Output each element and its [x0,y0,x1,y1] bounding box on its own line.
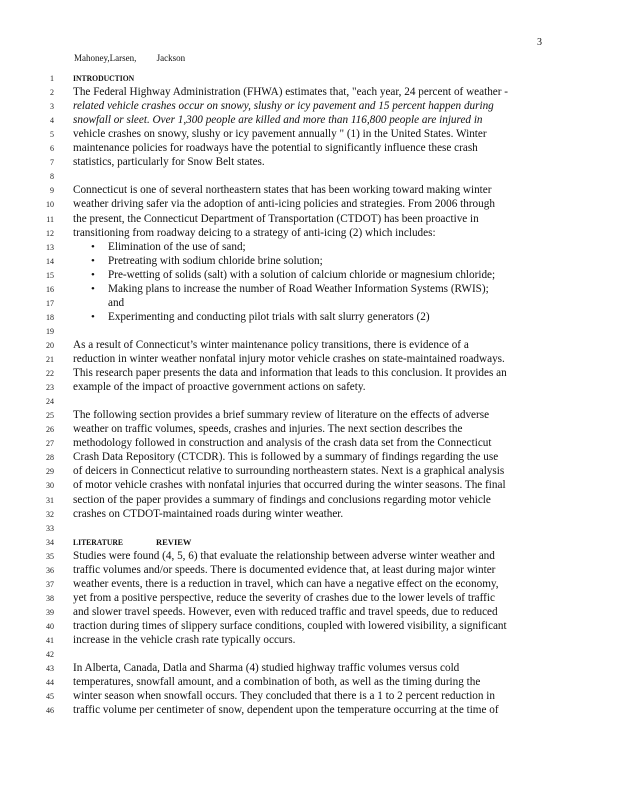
manuscript-line [0,620,618,633]
line-text: and [108,296,125,309]
manuscript-line [0,114,618,127]
line-number: 20 [46,340,54,350]
line-number: 17 [46,298,54,308]
line-text: example of the impact of proactive government actions on safety. [73,381,366,394]
line-text: Experimenting and conducting pilot trials with salt slurry generators (2) [108,310,430,323]
line-number: 14 [46,256,54,266]
manuscript-line [0,184,618,197]
line-number: 18 [46,312,54,322]
line-text: statistics, particularly for Snow Belt states. [73,156,265,169]
line-text: the present, the Connecticut Department of Transportation (CTDOT) has been proactive in [73,212,479,225]
manuscript-line [0,367,618,380]
line-text: In Alberta, Canada, Datla and Sharma (4) studied highway traffic volumes versus cold [73,662,460,675]
line-number: 26 [46,425,54,435]
manuscript-line [0,100,618,113]
line-number: 11 [46,214,54,224]
line-text: The Federal Highway Administration (FHWA) estimates that, "each year, 24 percent of weather - [73,86,508,99]
bullet-icon: • [91,240,95,253]
line-text: This research paper presents the data and information that leads to this conclusion. It provides an [73,367,507,380]
line-number: 29 [46,467,54,477]
manuscript-line [0,465,618,478]
line-text: methodology followed in construction and analysis of the crash data set from the Connecticut [73,437,492,450]
line-number: 10 [46,200,54,210]
line-number: 3 [50,102,54,112]
manuscript-line [0,325,618,338]
manuscript-line [0,494,618,507]
line-number: 22 [46,369,54,379]
line-number: 16 [46,284,54,294]
header-author-last: Jackson [156,53,186,63]
line-number: 24 [46,397,54,407]
line-number: 1 [50,74,54,83]
page-number: 3 [537,37,542,48]
manuscript-line [0,381,618,394]
line-text: transitioning from roadway deicing to a strategy of anti-icing (2) which includes: [73,226,436,239]
manuscript-line [0,297,618,310]
line-number: 33 [46,523,54,533]
manuscript-line [0,536,618,549]
line-text: Making plans to increase the number of Road Weather Information Systems (RWIS); [108,282,489,295]
manuscript-line [0,170,618,183]
running-header [74,53,185,63]
bullet-icon: • [91,268,95,281]
line-text: related vehicle crashes occur on snowy, slushy or icy pavement and 15 percent happen during [73,100,494,113]
manuscript-line [0,339,618,352]
bullet-icon: • [91,282,95,295]
line-number: 31 [46,495,54,505]
line-text: Crash Data Repository (CTCDR). This is followed by a summary of findings regarding the use [73,451,499,464]
line-text: Elimination of the use of sand; [108,240,246,253]
manuscript-line [0,142,618,155]
manuscript-line [0,213,618,226]
line-text: Studies were found (4, 5, 6) that evaluate the relationship between adverse winter weather and [73,549,495,562]
manuscript-line [0,227,618,240]
manuscript-line [0,690,618,703]
line-text: of deicers in Connecticut relative to surrounding northeastern states. Next is a graphical analysis [73,465,505,478]
line-text: The following section provides a brief summary review of literature on the effects of adverse [73,409,490,422]
line-number: 2 [50,88,54,98]
line-number: 23 [46,383,54,393]
line-text: yet from a positive perspective, reduce the severity of crashes due to the lower levels of traffic [73,591,495,604]
manuscript-line [0,72,618,85]
line-number: 42 [46,650,54,660]
line-text: As a result of Connecticut’s winter maintenance policy transitions, there is evidence of a [73,338,469,351]
line-number: 38 [46,593,54,603]
manuscript-line [0,550,618,563]
line-text: increase in the vehicle crash rate typically occurs. [73,634,296,646]
line-text: section of the paper provides a summary of findings and conclusions regarding motor vehicle [73,493,491,506]
line-number: 44 [46,678,54,688]
manuscript-line [0,578,618,591]
manuscript-line [0,648,618,661]
line-number: 32 [46,509,54,519]
line-text: vehicle crashes on snowy, slushy or icy pavement annually " (1) in the United States. Winter [73,128,487,141]
section-heading-word: REVIEW [156,536,192,547]
manuscript-line [0,564,618,577]
manuscript-line [0,283,618,296]
manuscript-line [0,255,618,268]
section-heading: INTRODUCTION [73,73,135,83]
manuscript-line [0,704,618,717]
manuscript-line [0,676,618,689]
line-number: 30 [46,481,54,491]
line-number: 6 [50,144,54,154]
bullet-icon: • [91,254,95,267]
manuscript-line [0,606,618,619]
line-number: 45 [46,692,54,702]
manuscript-line [0,508,618,521]
line-text: crashes on CTDOT-maintained roads during winter weather. [73,507,344,520]
line-text: Pretreating with sodium chloride brine solution; [108,254,323,267]
line-number: 39 [46,607,54,617]
line-number: 5 [50,130,54,140]
line-number: 19 [46,326,54,336]
line-text: traffic volumes and/or speeds. There is documented evidence that, at least during major winter [73,563,496,576]
line-number: 40 [46,621,54,631]
line-number: 28 [46,453,54,463]
manuscript-line [0,634,618,647]
line-text: Pre-wetting of solids (salt) with a solution of calcium chloride or magnesium chloride; [108,268,496,281]
manuscript-line [0,269,618,282]
line-text: winter season when snowfall occurs. They concluded that there is a 1 to 2 percent reduction in [73,690,495,703]
line-text: weather driving safer via the adoption of anti-icing policies and strategies. From 2006 through [73,198,495,211]
line-number: 7 [50,158,54,168]
line-text: temperatures, snowfall amount, and a combination of both, as well as the timing during the [73,676,481,689]
line-text: traction during times of slippery surface conditions, coupled with lowered visibility, a significant [73,619,507,632]
line-number: 9 [50,186,54,196]
line-number: 43 [46,664,54,674]
manuscript-line [0,592,618,605]
line-text: snowfall or sleet. Over 1,300 people are killed and more than 116,800 people are injured in [73,114,483,127]
line-number: 37 [46,579,54,589]
line-text: reduction in winter weather nonfatal injury motor vehicle crashes on state-maintained roadways. [73,353,505,365]
manuscript-line [0,437,618,450]
line-number: 12 [46,228,54,238]
line-text: Connecticut is one of several northeastern states that has been working toward making winter [73,184,492,197]
manuscript-line [0,198,618,211]
line-number: 35 [46,551,54,561]
manuscript-line [0,395,618,408]
line-text: and slower travel speeds. However, even with reduced traffic and travel speeds, due to reduced [73,605,498,618]
header-authors: Mahoney,Larsen, [74,53,137,63]
manuscript-line [0,409,618,422]
manuscript-line [0,156,618,169]
manuscript-line [0,451,618,464]
line-number: 25 [46,411,54,421]
manuscript-line [0,128,618,141]
line-number: 36 [46,565,54,575]
line-number: 21 [46,355,54,364]
manuscript-line [0,423,618,436]
line-text: maintenance policies for roadways have the potential to significantly influence these crash [73,142,478,155]
manuscript-line [0,662,618,675]
line-number: 34 [46,537,54,547]
line-number: 46 [46,706,54,716]
line-number: 27 [46,439,54,449]
manuscript-line [0,522,618,535]
bullet-icon: • [91,310,95,323]
manuscript-line [0,241,618,254]
section-heading: LITERATURE [73,536,124,547]
line-text: weather on traffic volumes, speeds, crashes and injuries. The next section describes the [73,423,463,436]
manuscript-line [0,353,618,366]
line-number: 41 [46,636,54,645]
line-number: 8 [50,172,54,182]
manuscript-line [0,86,618,99]
line-text: weather events, there is a reduction in travel, which can have a negative effect on the economy, [73,577,499,590]
line-text: traffic volume per centimeter of snow, dependent upon the temperature occurring at the time of [73,704,499,717]
line-number: 4 [50,116,54,126]
line-text: of motor vehicle crashes with nonfatal injuries that occurred during the winter seasons. The final [73,479,506,492]
manuscript-line [0,311,618,324]
line-number: 15 [46,270,54,280]
manuscript-line [0,479,618,492]
line-number: 13 [46,242,54,252]
